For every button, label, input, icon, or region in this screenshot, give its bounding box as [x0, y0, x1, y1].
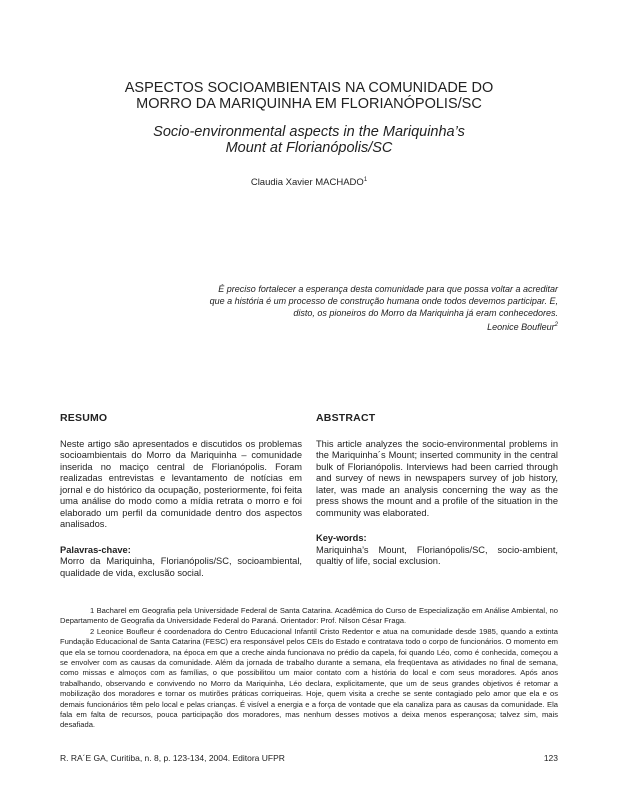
epigraph	[180, 283, 558, 333]
title-line-2: MORRO DA MARIQUINHA EM FLORIANÓPOLIS/SC	[136, 96, 482, 112]
keywords-heading: Key-words:	[316, 533, 367, 543]
article-subtitle	[60, 124, 558, 156]
epigraph-source	[180, 319, 558, 333]
abstract-body: This article analyzes the socio-environmental problems in the Mariquinha´s Mount; inserted community in the central bulk of Florianópolis. Interviews had been carried through and survey of news in newspapers survey of job history, later, was made an analysis concerning the way as the press shows the mount and a profile of the situation in the community was elaborated.	[316, 438, 558, 518]
palavras-chave-heading: Palavras-chave:	[60, 544, 131, 555]
abstract-heading: ABSTRACT	[316, 412, 376, 424]
subtitle-line-1: Socio-environmental aspects in the Mariquinha’s	[153, 124, 465, 140]
footnote-2: 2 Leonice Boufleur é coordenadora do Centro Educacional Infantil Cristo Redentor e atua na comunidade desde 1985, quando a extinta Fundação Educacional de Santa Catarina (FESC) era responsável pelos CEIs do Estado e contratava todo o corpo de funcionários. O momento em que ela se tornou coordenadora, na época em que a creche ainda funcionava no prédio da capela, foi quando Léo, como é conhecida, começou a se envolver com as causas da comunidade. Além da jornada de trabalho durante a semana, ela freqüentava as atividades no final de semana, como missas e almoços com as famílias, o que possibilitou um maior contato com a história do local e com seus moradores. Após anos trabalhando, observando e convivendo no Morro da Mariquinha, Léo declara, explicitamente, que um de seus grandes objetivos é retomar a mobilização dos moradores e tornar os mutirões práticas corriqueiras. Hoje, quem visita a creche se sente contagiado pelo amor que ela e os demais funcionários têm pelo local e pelas crianças. É visível a energia e a força de vontade que ela canaliza para as causas da comunidade. Ela fala em falta de recursos, pouca participação dos moradores, mas nenhum desses motivos a deixa menos esperançosa; talvez sim, mais desafiada.	[60, 626, 558, 730]
author-line	[60, 177, 558, 188]
author-footnote-mark: 1	[363, 177, 368, 183]
palavras-chave-list: Morro da Mariquinha, Florianópolis/SC, socioambiental, qualidade de vida, exclusão social.	[60, 556, 302, 578]
article-title	[60, 80, 558, 112]
epigraph-line-1: É preciso fortalecer a esperança desta comunidade para que possa voltar a acreditar	[218, 284, 558, 294]
resumo-section	[60, 413, 302, 579]
author-name: Claudia Xavier MACHADO	[250, 177, 364, 189]
abstract-section	[316, 413, 558, 568]
title-line-1: ASPECTOS SOCIOAMBIENTAIS NA COMUNIDADE DO	[124, 80, 494, 96]
keywords-list: Mariquinha’s Mount, Florianópolis/SC, socio-ambient, qualtiy of life, social exclusion.	[316, 544, 558, 566]
footnotes	[60, 606, 558, 731]
epigraph-footnote-mark: 2	[554, 322, 558, 328]
epigraph-line-3: disto, os pioneiros do Morro da Mariquinha já eram conhecedores.	[293, 308, 558, 318]
epigraph-line-2: que a história é um processo de construção humana onde todos devemos participar. E,	[209, 296, 558, 306]
footnote-1: 1 Bacharel em Geografia pela Universidade Federal de Santa Catarina. Acadêmica do Curso de Especialização em Análise Ambiental, no Departamento de Geografia da Universidade Federal do Paraná. Orientador: Prof. Nilson César Fraga.	[60, 606, 558, 626]
resumo-body: Neste artigo são apresentados e discutidos os problemas socioambientais do Morro da Mariquinha – comunidade inserida no maciço central de Florianópolis. Foram realizadas entrevistas e levantamento de notícias em jornal e do histórico da ocupação, posteriormente, foi feita uma análise do modo como a mídia retrata o morro e foi elaborado um perfil da comunidade dentro dos aspectos analisados.	[60, 438, 302, 529]
epigraph-source-name: Leonice Boufleur	[487, 322, 555, 332]
subtitle-line-2: Mount at Florianópolis/SC	[225, 140, 393, 156]
resumo-heading: RESUMO	[60, 412, 108, 424]
journal-citation: R. RA´E GA, Curitiba, n. 8, p. 123-134, 2004. Editora UFPR	[60, 753, 285, 763]
page-number: 123	[543, 753, 558, 763]
